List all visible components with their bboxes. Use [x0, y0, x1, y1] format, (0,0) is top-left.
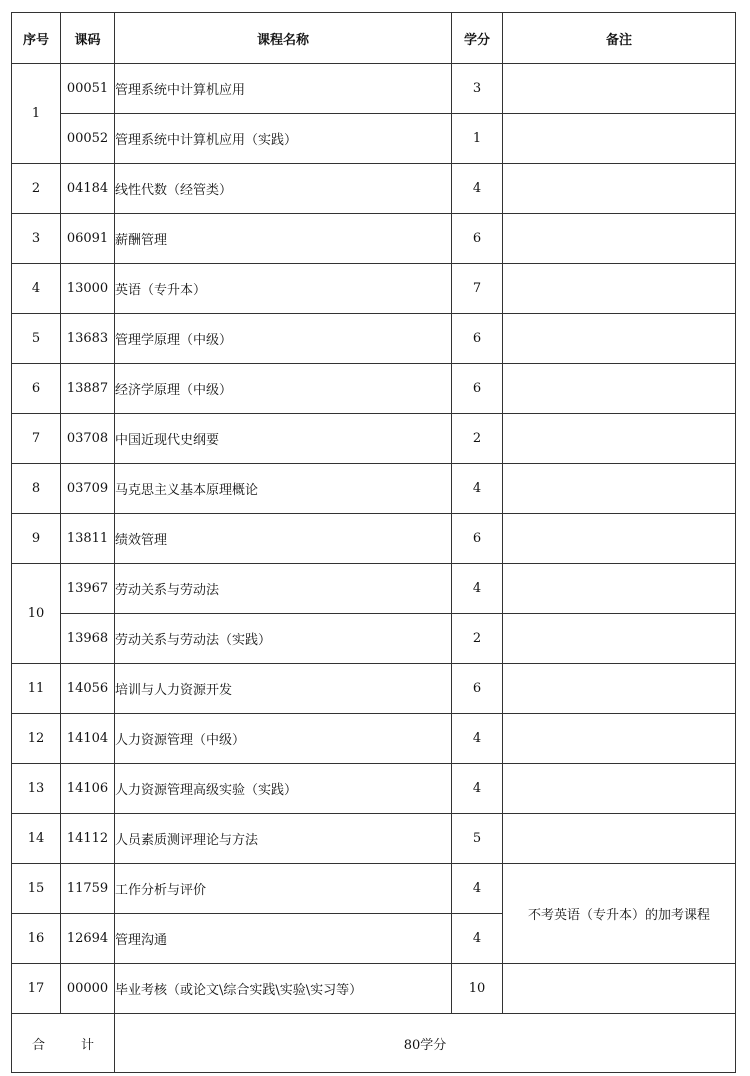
row-credit: 4	[452, 164, 503, 214]
row-note	[503, 164, 736, 214]
row-credit: 10	[452, 964, 503, 1014]
row-note	[503, 964, 736, 1014]
table-row	[12, 814, 736, 864]
row-code: 03708	[61, 414, 115, 464]
total-row	[12, 1014, 736, 1073]
row-name: 人力资源管理高级实验（实践）	[115, 764, 452, 814]
row-note	[503, 364, 736, 414]
row-num: 4	[12, 264, 61, 314]
header-num: 序号	[12, 13, 61, 64]
table-row	[12, 414, 736, 464]
table-row	[12, 864, 736, 914]
row-credit: 6	[452, 514, 503, 564]
table-row	[12, 64, 736, 114]
header-note: 备注	[503, 13, 736, 64]
row-note	[503, 114, 736, 164]
course-table	[11, 12, 736, 1073]
row-num: 11	[12, 664, 61, 714]
row-credit: 2	[452, 614, 503, 664]
total-label-b: 计	[81, 1037, 95, 1053]
row-note	[503, 264, 736, 314]
row-credit: 4	[452, 914, 503, 964]
row-code: 06091	[61, 214, 115, 264]
row-note	[503, 814, 736, 864]
row-num: 6	[12, 364, 61, 414]
row-note	[503, 64, 736, 114]
row-code: 03709	[61, 464, 115, 514]
row-num: 9	[12, 514, 61, 564]
row-code: 14104	[61, 714, 115, 764]
table-row	[12, 264, 736, 314]
row-code: 00052	[61, 114, 115, 164]
row-code: 12694	[61, 914, 115, 964]
row-code: 14112	[61, 814, 115, 864]
row-note	[503, 714, 736, 764]
row-name: 工作分析与评价	[115, 864, 452, 914]
row-code: 13887	[61, 364, 115, 414]
total-value: 80学分	[115, 1014, 736, 1073]
table-row	[12, 564, 736, 614]
row-code: 13968	[61, 614, 115, 664]
table-row	[12, 614, 736, 664]
row-credit: 3	[452, 64, 503, 114]
row-credit: 4	[452, 714, 503, 764]
row-name: 人员素质测评理论与方法	[115, 814, 452, 864]
table-row	[12, 364, 736, 414]
row-name: 毕业考核（或论文\综合实践\实验\实习等）	[115, 964, 452, 1014]
row-num: 8	[12, 464, 61, 514]
row-name: 管理系统中计算机应用	[115, 64, 452, 114]
header-row	[12, 13, 736, 64]
row-note	[503, 614, 736, 664]
row-credit: 4	[452, 464, 503, 514]
table-row	[12, 314, 736, 364]
row-num: 7	[12, 414, 61, 464]
row-credit: 6	[452, 214, 503, 264]
row-num: 15	[12, 864, 61, 914]
header-name: 课程名称	[115, 13, 452, 64]
row-credit: 6	[452, 314, 503, 364]
total-label	[12, 1014, 115, 1073]
row-name: 管理学原理（中级）	[115, 314, 452, 364]
row-note	[503, 664, 736, 714]
extra-course-note: 不考英语（专升本）的加考课程	[503, 864, 736, 964]
row-code: 00051	[61, 64, 115, 114]
row-name: 薪酬管理	[115, 214, 452, 264]
row-num: 3	[12, 214, 61, 264]
row-note	[503, 514, 736, 564]
table-row	[12, 514, 736, 564]
header-credit: 学分	[452, 13, 503, 64]
header-code: 课码	[61, 13, 115, 64]
row-code: 13683	[61, 314, 115, 364]
row-name: 管理系统中计算机应用（实践）	[115, 114, 452, 164]
row-credit: 4	[452, 564, 503, 614]
row-credit: 4	[452, 764, 503, 814]
table-row	[12, 214, 736, 264]
row-credit: 4	[452, 864, 503, 914]
row-name: 英语（专升本）	[115, 264, 452, 314]
row-note	[503, 464, 736, 514]
row-name: 马克思主义基本原理概论	[115, 464, 452, 514]
row-name: 人力资源管理（中级）	[115, 714, 452, 764]
row-note	[503, 764, 736, 814]
row-code: 14056	[61, 664, 115, 714]
row-credit: 5	[452, 814, 503, 864]
row-name: 培训与人力资源开发	[115, 664, 452, 714]
row-num: 1	[12, 64, 61, 164]
row-num: 16	[12, 914, 61, 964]
row-num: 10	[12, 564, 61, 664]
row-code: 13967	[61, 564, 115, 614]
row-name: 经济学原理（中级）	[115, 364, 452, 414]
row-num: 2	[12, 164, 61, 214]
table-row	[12, 464, 736, 514]
row-note	[503, 564, 736, 614]
row-note	[503, 214, 736, 264]
row-num: 13	[12, 764, 61, 814]
row-name: 劳动关系与劳动法	[115, 564, 452, 614]
row-name: 线性代数（经管类）	[115, 164, 452, 214]
row-name: 劳动关系与劳动法（实践）	[115, 614, 452, 664]
row-code: 04184	[61, 164, 115, 214]
table-row	[12, 714, 736, 764]
row-note	[503, 414, 736, 464]
row-credit: 6	[452, 364, 503, 414]
table-row	[12, 164, 736, 214]
row-name: 绩效管理	[115, 514, 452, 564]
row-credit: 6	[452, 664, 503, 714]
table-row	[12, 114, 736, 164]
row-code: 00000	[61, 964, 115, 1014]
table-row	[12, 764, 736, 814]
row-code: 11759	[61, 864, 115, 914]
row-num: 5	[12, 314, 61, 364]
total-label-a: 合	[31, 1037, 45, 1053]
row-credit: 2	[452, 414, 503, 464]
row-code: 13000	[61, 264, 115, 314]
row-num: 17	[12, 964, 61, 1014]
table-row	[12, 964, 736, 1014]
row-code: 14106	[61, 764, 115, 814]
table-row	[12, 664, 736, 714]
row-credit: 7	[452, 264, 503, 314]
row-name: 管理沟通	[115, 914, 452, 964]
row-num: 12	[12, 714, 61, 764]
row-code: 13811	[61, 514, 115, 564]
row-credit: 1	[452, 114, 503, 164]
row-name: 中国近现代史纲要	[115, 414, 452, 464]
row-num: 14	[12, 814, 61, 864]
row-note	[503, 314, 736, 364]
